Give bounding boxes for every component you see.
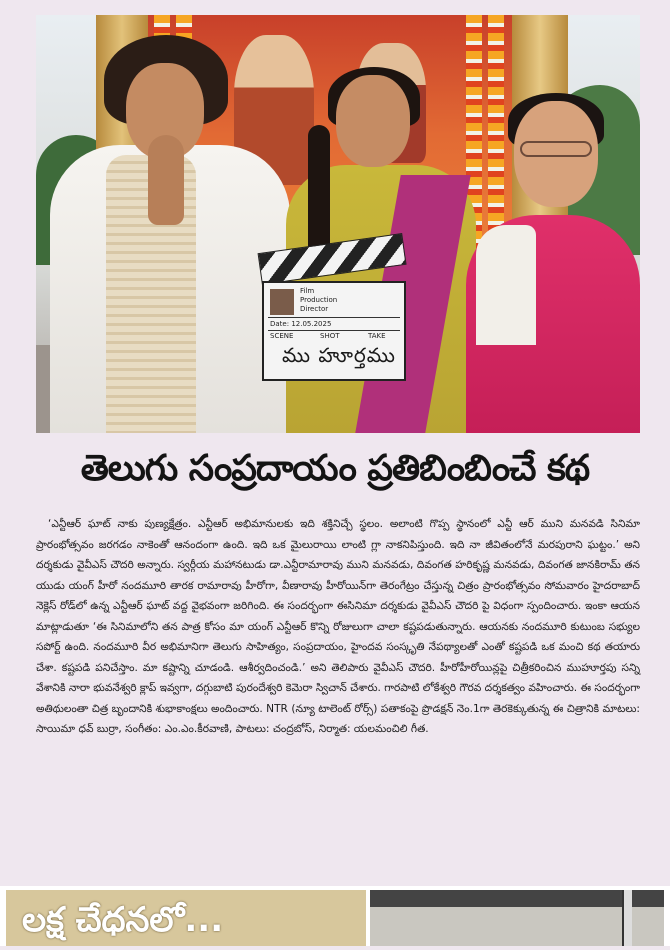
photo-heroine-face bbox=[336, 75, 410, 167]
clapperboard-take: TAKE bbox=[368, 332, 386, 340]
next-story-photo bbox=[370, 890, 664, 946]
clapperboard-rule bbox=[268, 317, 400, 318]
clapperboard-slate bbox=[262, 281, 406, 381]
clapperboard bbox=[262, 253, 406, 381]
page-gap bbox=[0, 868, 670, 886]
article-body: ‘ఎన్టీఆర్ ఘాట్ నాకు పుణ్యక్షేత్రం. ఎన్టీఆర్ అభిమానులకు ఇది శక్తినిచ్చే స్థలం. అలాంటి గొప్ప స్థానంలో ఎన్టీ ఆర్ ముని మనవడి సినిమా ప్రారంభోత్సవం జరగడం నాకెంతో ఆనందంగా ఉంది. ఇది ఒక మైలురాయి లాంటి గ్లా నాకనిపిస్తుంది. ఇది నా జీవితంలోనే మరపురాని ఘట్టం.’ అని దర్శకుడు వైవీఎస్ చౌదరి అన్నారు. స్వర్గీయ మహానటుడు డా.ఎన్టీరామారావు ముని మనవడు, దివంగత హరికృష్ణ మనవడు, దివంగత జానకిరామ్ తన యుడు యంగ్ హీరో నందమూరి తారక రామారావు హీరోగా, వీణారావు హీరోయిన్‌గా తెరంగేట్రం చేస్తున్న చిత్రం ప్రారంభోత్సవం సోమవారం హైదరాబాద్ నెక్లెస్ రోడ్‌లో ఉన్న ఎన్టీఆర్ ఘాట్ వద్ద వైభవంగా జరిగింది. ఈ సందర్భంగా ఈసినిమా దర్శకుడు వైవీఎస్ చౌదరి పై విధంగా స్పందించారు. ఇంకా ఆయన మాట్లాడుతూ ‘ఈ సినిమాలోని తన పాత్ర కోసం మా యంగ్ ఎన్టీఆర్ కొన్ని రోజులుగా చాలా కష్టపడుతున్నారు. ఆయనకు నందమూరి కుటుంబ సభ్యుల సపోర్ట్ ఉంది. నందమూరి వీర అభిమానిగా తెలుగు సాహిత్యం, సంప్రదాయం, హైందవ సంస్కృతి నేపథ్యాలతో ఎంతో కష్టపడి ఒక మంచి కథ తయారు చేశా. కష్టపడి పనిచేస్తాం. మా కష్టాన్ని చూడండి. ఆశీర్వదించండి.’ అని తెలిపారు వైవీఎస్ చౌదరి. హీరోహీరోయిన్లపై చిత్రీకరించిన ముహూర్తపు సన్ని వేశానికి నారా భువనేశ్వరి క్లాప్ ఇవ్వగా, దగ్గుబాటి పురందేశ్వరి కెమెరా స్విచాన్ చేశారు. గారపాటి లోకేశ్వరి గౌరవ దర్శకత్వం వహించారు. ఈ సందర్భంగా అతిథులంతా చిత్ర బృందానికి శుభాకాంక్షలు అందించారు. NTR (న్యూ టాలెంట్ రోర్స్) పతాకంపై ప్రొడక్షన్ నెం.1గా తెరకెక్కుతున్న ఈ చిత్రానికి మాటలు: సాయిమా ధవ్ బుర్రా, సంగీతం: ఎం.ఎం.కీరవాణి, పాటలు: చంద్రబోస్, నిర్మాత: యలమంచిలి గీత. bbox=[36, 518, 640, 735]
clapperboard-date: Date: 12.05.2025 bbox=[270, 320, 332, 328]
clapperboard-line-1: Film bbox=[300, 287, 315, 295]
photo-guest-glasses bbox=[520, 141, 592, 157]
clapperboard-thumbnail bbox=[270, 289, 294, 315]
clapperboard-title: ము హూర్తము bbox=[282, 343, 396, 367]
headline: తెలుగు సంప్రదాయం ప్రతిబింబించే కథ bbox=[80, 448, 590, 489]
clapperboard-scene: SCENE bbox=[270, 332, 294, 340]
clapperboard-shot: SHOT bbox=[320, 332, 340, 340]
clapperboard-line-3: Director bbox=[300, 305, 329, 313]
photo-guest-blouse bbox=[476, 225, 536, 345]
next-story-photo-pole bbox=[622, 890, 632, 946]
clapperboard-line-2: Production bbox=[300, 296, 338, 304]
photo-hero-folded-hands bbox=[148, 135, 184, 225]
clapperboard-rule bbox=[268, 330, 400, 331]
news-photo bbox=[36, 15, 640, 433]
next-story-headline: లక్ష చేధనలో... bbox=[22, 900, 224, 940]
